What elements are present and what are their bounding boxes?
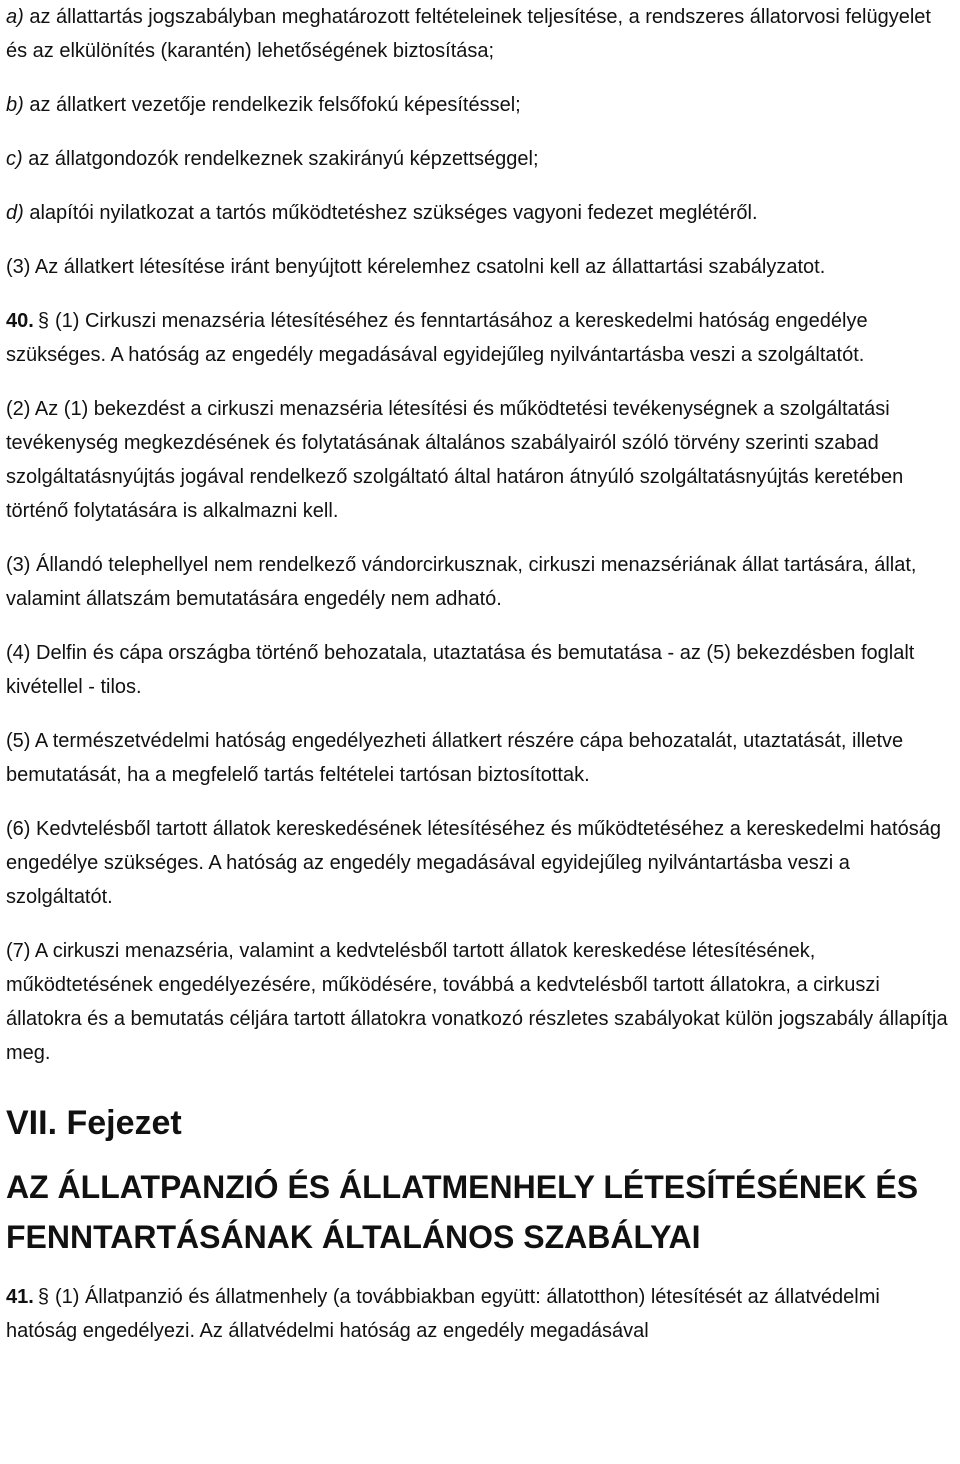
section-number: 40. [6,310,34,332]
section-number: 41. [6,1286,34,1308]
document-page [6,0,956,1348]
item-marker: c) [6,148,23,170]
section-40-paragraph-1 [6,304,956,372]
list-item-b [6,88,956,122]
item-marker: b) [6,94,24,116]
section-41-paragraph-1 [6,1280,956,1348]
section-symbol: § [37,1286,49,1308]
chapter-heading: VII. Fejezet [6,1104,182,1142]
list-item-a [6,0,956,68]
chapter-title: AZ ÁLLATPANZIÓ ÉS ÁLLATMENHELY LÉTESÍTÉSÉNEK ÉS FENNTARTÁSÁNAK ÁLTALÁNOS SZABÁLYAI [6,1169,919,1255]
section-40-paragraph-4: (4) Delfin és cápa országba történő behozatala, utaztatása és bemutatása - az (5) bekezdésben foglalt kivétellel - tilos. [6,642,915,698]
section-40-paragraph-5: (5) A természetvédelmi hatóság engedélyezheti állatkert részére cápa behozatalát, utaztatását, illetve bemutatását, ha a megfelelő tartás feltételei tartósan biztosítottak. [6,730,904,786]
paragraph-39-3: (3) Az állatkert létesítése iránt benyújtott kérelemhez csatolni kell az állattartási szabályzatot. [6,256,826,278]
item-text: alapítói nyilatkozat a tartós működtetéshez szükséges vagyoni fedezet meglétéről. [23,202,758,224]
section-40-paragraph-2: (2) Az (1) bekezdést a cirkuszi menazséria létesítési és működtetési tevékenységnek a szolgáltatási tevékenység megkezdésének és folytatásának általános szabályairól szóló törvény szerinti szabad szolgáltatásnyújtás jogával rendelkező szolgáltató által határon átnyúló szolgáltatásnyújtás keretében történő folytatására is alkalmazni kell. [6,398,904,522]
item-marker: a) [6,6,24,28]
item-text: az állattartás jogszabályban meghatározott feltételeinek teljesítése, a rendszeres állatorvosi felügyelet és az elkülönítés (karantén) lehetőségének biztosítása; [6,6,931,62]
list-item-c [6,142,956,176]
item-marker: d) [6,202,24,224]
section-40-paragraph-3: (3) Állandó telephellyel nem rendelkező vándorcirkusznak, cirkuszi menazsériának állat tartására, állat, valamint állatszám bemutatására engedély nem adható. [6,554,917,610]
item-text: az állatkert vezetője rendelkezik felsőfokú képesítéssel; [23,94,521,116]
item-text: az állatgondozók rendelkeznek szakirányú képzettséggel; [22,148,539,170]
section-40-paragraph-6: (6) Kedvtelésből tartott állatok kereskedésének létesítéséhez és működtetéséhez a kereskedelmi hatóság engedélye szükséges. A hatóság az engedély megadásával egyidejűleg nyilvántartásba veszi a szolgáltatót. [6,818,941,908]
section-symbol: § [37,310,49,332]
paragraph-text: (1) Cirkuszi menazséria létesítéséhez és fenntartásához a kereskedelmi hatóság engedélye szükséges. A hatóság az engedély megadásával egyidejűleg nyilvántartásba veszi a szolgáltatót. [6,310,868,366]
list-item-d [6,196,956,230]
section-40-paragraph-7: (7) A cirkuszi menazséria, valamint a kedvtelésből tartott állatok kereskedése létesítésének, működtetésének engedélyezésére, működésére, továbbá a kedvtelésből tartott állatokra, a cirkuszi állatokra és a bemutatás céljára tartott állatokra vonatkozó részletes szabályokat külön jogszabály állapítja meg. [6,940,948,1064]
paragraph-text: (1) Állatpanzió és állatmenhely (a továbbiakban együtt: állatotthon) létesítését az állatvédelmi hatóság engedélyezi. Az állatvédelmi hatóság az engedély megadásával [6,1286,880,1342]
